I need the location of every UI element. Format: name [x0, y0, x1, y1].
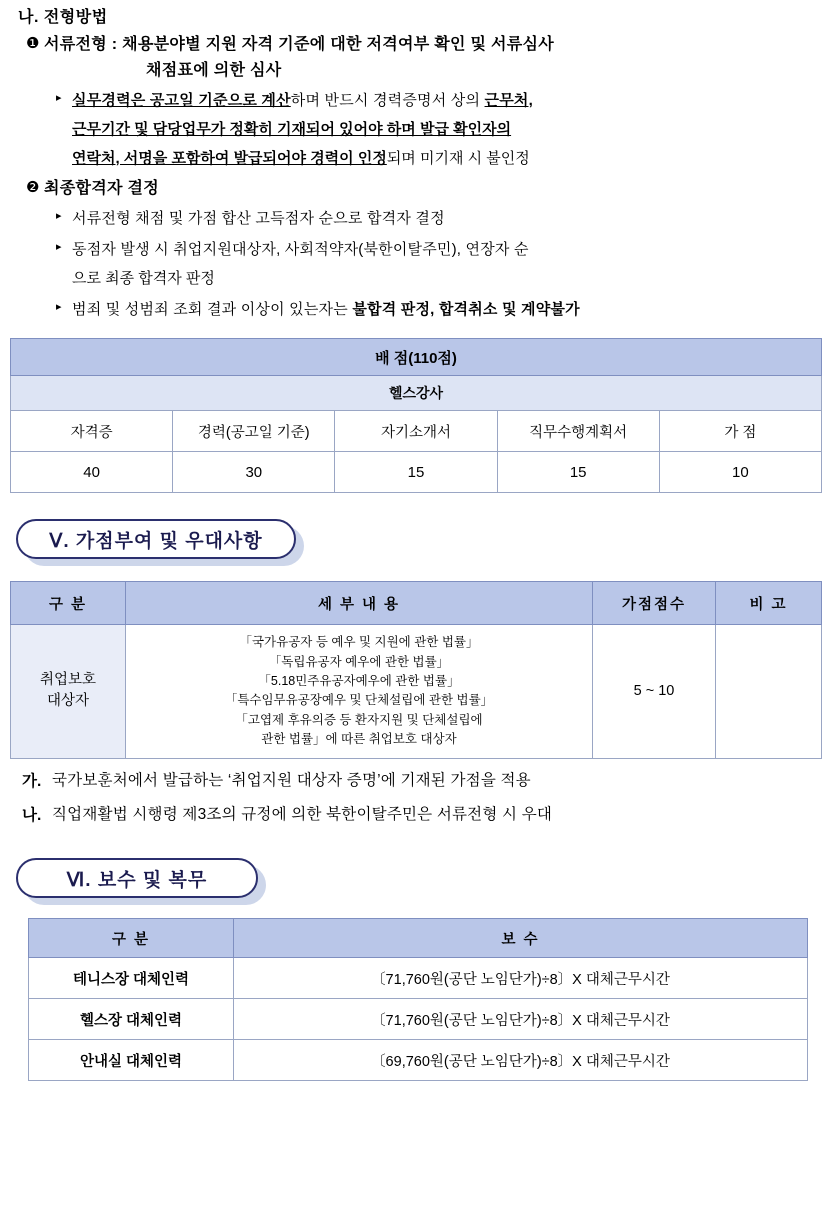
score-col-4: 가 점: [659, 411, 821, 452]
numbered-item-1-subtitle: 채점표에 의한 심사: [146, 62, 282, 79]
numbered-item-1-title: 서류전형 : 채용분야별 지원 자격 기준에 대한 저격여부 확인 및 서류심사: [44, 36, 555, 53]
table-row: [29, 1040, 808, 1081]
note-ga-text: 국가보훈처에서 발급하는 ‘취업지원 대상자 증명’에 기재된 가점을 적용: [52, 771, 531, 789]
table-row: [29, 958, 808, 999]
pay-table: [28, 918, 808, 1081]
score-val-1: 30: [173, 452, 335, 493]
bullet-experience: [56, 89, 837, 114]
score-col-2: 자기소개서: [335, 411, 497, 452]
banner-body: [16, 519, 296, 559]
bullet-criminal-check-text: [72, 298, 580, 323]
note-na-label: 나.: [22, 807, 42, 825]
table-row: [11, 625, 822, 758]
benefit-note: [716, 625, 822, 758]
benefit-detail-line-0: 「국가유공자 등 예우 및 지원에 관한 법률」: [239, 635, 479, 650]
score-val-2: 15: [335, 452, 497, 493]
pay-row-2-label: 안내실 대체인력: [29, 1040, 234, 1081]
note-na-text: 직업재활법 시행령 제3조의 규정에 의한 북한이탈주민은 서류전형 시 우대: [52, 806, 553, 824]
bullet-tiebreak-text: 동점자 발생 시 취업지원대상자, 사회적약자(북한이탈주민), 연장자 순: [72, 241, 529, 258]
bullet-tiebreak: [56, 238, 837, 263]
score-val-4: 10: [659, 452, 821, 493]
triangle-bullet-icon: ▸: [56, 241, 62, 253]
score-col-1: 경력(공고일 기준): [173, 411, 335, 452]
bullet-exp-line3-bold: 연락처, 서명을 포함하여 발급되어야 경력이 인정: [72, 149, 387, 167]
banner-vi-label: Ⅵ. 보수 및 복무: [66, 869, 208, 891]
benefit-points: 5 ~ 10: [593, 625, 716, 758]
triangle-bullet-icon: ▸: [56, 92, 62, 104]
bullet-final-score-text: 서류전형 채점 및 가점 합산 고득점자 순으로 합격자 결정: [72, 210, 445, 228]
benefit-col-3: 비 고: [716, 582, 822, 625]
score-table-subtitle-row: [11, 376, 822, 411]
score-table-title: 배 점(110점): [11, 339, 822, 376]
score-table-header-row: [11, 411, 822, 452]
numbered-item-2: [26, 177, 837, 201]
bullet-final-score: [56, 207, 837, 232]
benefit-detail-line-2: 「5.18민주유공자예우에 관한 법률」: [258, 674, 460, 688]
bullet-crim-bold: 불합격 판정, 합격취소 및 계약불가: [352, 300, 580, 318]
score-table-subtitle: 헬스강사: [11, 376, 822, 411]
bullet-exp-seg2: 하며 반드시 경력증명서 상의: [290, 92, 485, 109]
section-heading: 나. 전형방법: [18, 9, 108, 26]
number-badge-2: ❷: [26, 179, 40, 197]
section-banner-v: [16, 519, 296, 563]
banner-body: [16, 858, 258, 898]
bullet-exp-seg1: 실무경력은 공고일 기준으로 계산: [72, 92, 291, 109]
score-col-0: 자격증: [11, 411, 173, 452]
triangle-bullet-icon: ▸: [56, 300, 62, 313]
benefit-detail-line-1: 「독립유공자 예우에 관한 법률」: [268, 654, 450, 669]
note-ga: [22, 769, 837, 794]
pay-header-row: [29, 919, 808, 958]
pay-row-0-label: 테니스장 대체인력: [29, 958, 234, 999]
bullet-crim-plain: 범죄 및 성범죄 조회 결과 이상이 있는자는: [72, 300, 353, 318]
pay-row-2-value: 〔69,760원(공단 노임단가)÷8〕X 대체근무시간: [234, 1040, 808, 1081]
numbered-item-2-title: 최종합격자 결정: [44, 180, 160, 198]
benefit-col-1: 세 부 내 용: [126, 582, 593, 625]
pay-col-1: 보 수: [234, 919, 808, 958]
benefit-table-wrapper: [10, 581, 837, 758]
pay-row-1-label: 헬스장 대체인력: [29, 999, 234, 1040]
score-val-0: 40: [11, 452, 173, 493]
note-ga-label: 가.: [22, 772, 42, 790]
pay-col-0: 구 분: [29, 919, 234, 958]
benefit-detail-line-5: 관한 법률」에 따른 취업보호 대상자: [261, 732, 457, 747]
table-row: [29, 999, 808, 1040]
score-table: [10, 338, 822, 493]
bullet-criminal-check: [56, 298, 837, 323]
benefit-category-line1: 취업보호: [39, 671, 97, 688]
benefit-header-row: [11, 582, 822, 625]
number-badge-1: ❶: [26, 35, 40, 52]
bullet-experience-line2: [72, 118, 837, 143]
benefit-category: [11, 625, 126, 758]
pay-row-0-value: 〔71,760원(공단 노임단가)÷8〕X 대체근무시간: [234, 958, 808, 999]
triangle-bullet-icon: ▸: [56, 210, 62, 223]
score-val-3: 15: [497, 452, 659, 493]
benefit-detail: [126, 625, 593, 758]
bullet-experience-line3: [72, 147, 837, 172]
numbered-item-1: [26, 33, 837, 57]
score-table-value-row: [11, 452, 822, 493]
benefit-detail-line-3: 「특수임무유공장예우 및 단체설립에 관한 법률」: [224, 693, 494, 708]
score-table-wrapper: [10, 338, 837, 493]
section-banner-vi: [16, 858, 258, 902]
note-na: [22, 803, 837, 828]
benefit-col-2: 가점점수: [593, 582, 716, 625]
bullet-exp-seg3: 근무처,: [484, 92, 533, 109]
benefit-col-0: 구 분: [11, 582, 126, 625]
pay-table-wrapper: [28, 918, 837, 1081]
pay-row-1-value: 〔71,760원(공단 노임단가)÷8〕X 대체근무시간: [234, 999, 808, 1040]
document-page: [0, 4, 837, 1081]
bullet-exp-line2-text: 근무기간 및 담당업무가 정확히 기재되어 있어야 하며 발급 확인자의: [72, 120, 512, 138]
score-col-3: 직무수행계획서: [497, 411, 659, 452]
banner-v-label: Ⅴ. 가점부여 및 우대사항: [49, 530, 263, 552]
benefit-table: [10, 581, 822, 758]
bullet-tiebreak-cont: 으로 최종 합격자 판정: [72, 269, 215, 287]
benefit-detail-line-4: 「고엽제 후유의증 등 환자지원 및 단체설립에: [235, 712, 483, 727]
score-table-title-row: [11, 339, 822, 376]
bullet-experience-text: [72, 89, 533, 114]
benefit-category-line2: 대상자: [46, 693, 90, 710]
bullet-exp-line3-plain: 되며 미기재 시 불인정: [386, 149, 530, 167]
